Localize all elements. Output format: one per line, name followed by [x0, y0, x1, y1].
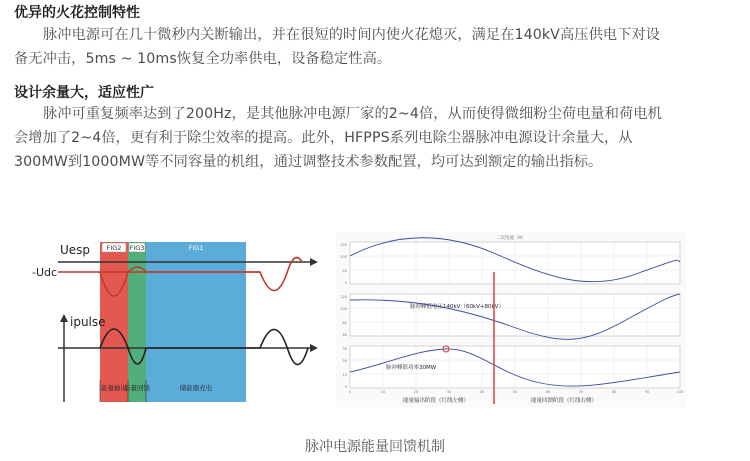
- svg-text:50: 50: [512, 390, 518, 394]
- panel2-annotation: 脉冲峰值电压140kV（60kV+80kV）: [410, 304, 504, 310]
- waveform-schematic: [30, 230, 360, 430]
- panel1-title: 二次电流（A）: [495, 236, 527, 241]
- svg-text:80: 80: [611, 390, 617, 394]
- phase-band-fig3: [128, 242, 146, 402]
- label-storage-charge: 储能器充电: [179, 384, 213, 392]
- svg-text:30: 30: [342, 347, 347, 351]
- svg-text:0: 0: [344, 385, 347, 389]
- svg-text:100: 100: [676, 390, 684, 394]
- svg-text:80: 80: [342, 321, 347, 325]
- figure-caption: 脉冲电源能量回馈机制: [305, 439, 445, 455]
- axis-label-uesp: Uesp: [60, 243, 91, 257]
- panel3-annotation: 脉冲峰值功率30MW: [386, 365, 437, 371]
- phase-label-fig2: FIG2: [106, 244, 122, 252]
- simulation-plots: [336, 232, 686, 407]
- svg-text:60: 60: [342, 333, 347, 337]
- svg-text:120: 120: [340, 295, 347, 299]
- figure-energy-feedback: [0, 230, 750, 430]
- label-energy-feedback: 能量回馈: [124, 384, 150, 392]
- svg-text:70: 70: [578, 390, 584, 394]
- axis-label-ipulse: ipulse: [70, 315, 106, 329]
- paragraph-line: 300MW到1000MW等不同容量的机组，通过调整技术参数配置，均可达到额定的输出指标。: [14, 154, 603, 170]
- svg-text:100: 100: [340, 307, 347, 311]
- svg-text:100: 100: [340, 255, 347, 259]
- svg-text:30: 30: [446, 390, 452, 394]
- svg-text:50: 50: [342, 269, 347, 273]
- svg-text:0: 0: [348, 390, 352, 394]
- svg-text:0: 0: [344, 281, 347, 285]
- phase-band-fig1: [146, 242, 246, 402]
- phase-label-fig1: FIG1: [188, 244, 204, 252]
- phase-label-fig3: FIG3: [129, 244, 145, 252]
- paragraph-line: 脉冲电源可在几十微秒内关断输出，并在很短的时间内使火花熄灭，满足在140kV高压供电下对设: [43, 27, 661, 43]
- paragraph-spark-control: [14, 23, 738, 71]
- paragraph-line: 脉冲可重复频率达到了200Hz，是其他脉冲电源厂家的2~4倍，从而使得微细粉尘荷电量和荷电机: [43, 106, 662, 122]
- svg-text:20: 20: [413, 390, 419, 394]
- paragraph-line: 会增加了2~4倍，更有利于除尘效率的提高。此外，HFPPS系列电除尘器脉冲电源设计余量大，从: [14, 130, 633, 146]
- svg-text:60: 60: [545, 390, 551, 394]
- section-heading-spark-control: 优异的火花控制特性: [14, 5, 140, 21]
- label-energy-output: 能量输出: [101, 384, 127, 392]
- paragraph-line: 备无冲击，5ms ~ 10ms恢复全功率供电，设备稳定性高。: [14, 51, 392, 67]
- svg-text:150: 150: [340, 243, 347, 247]
- svg-text:90: 90: [644, 390, 650, 394]
- svg-text:10: 10: [342, 373, 347, 377]
- label-output-phase: 能量输出阶段（红线左侧）: [402, 398, 470, 404]
- section-heading-design-margin: 设计余量大，适应性广: [14, 85, 154, 101]
- axis-label-udc: -Udc: [32, 266, 58, 279]
- svg-text:20: 20: [342, 359, 347, 363]
- label-feedback-phase: 能量回馈阶段（红线右侧）: [530, 398, 598, 404]
- svg-text:10: 10: [380, 390, 386, 394]
- svg-text:40: 40: [479, 390, 485, 394]
- paragraph-design-margin: [14, 102, 738, 174]
